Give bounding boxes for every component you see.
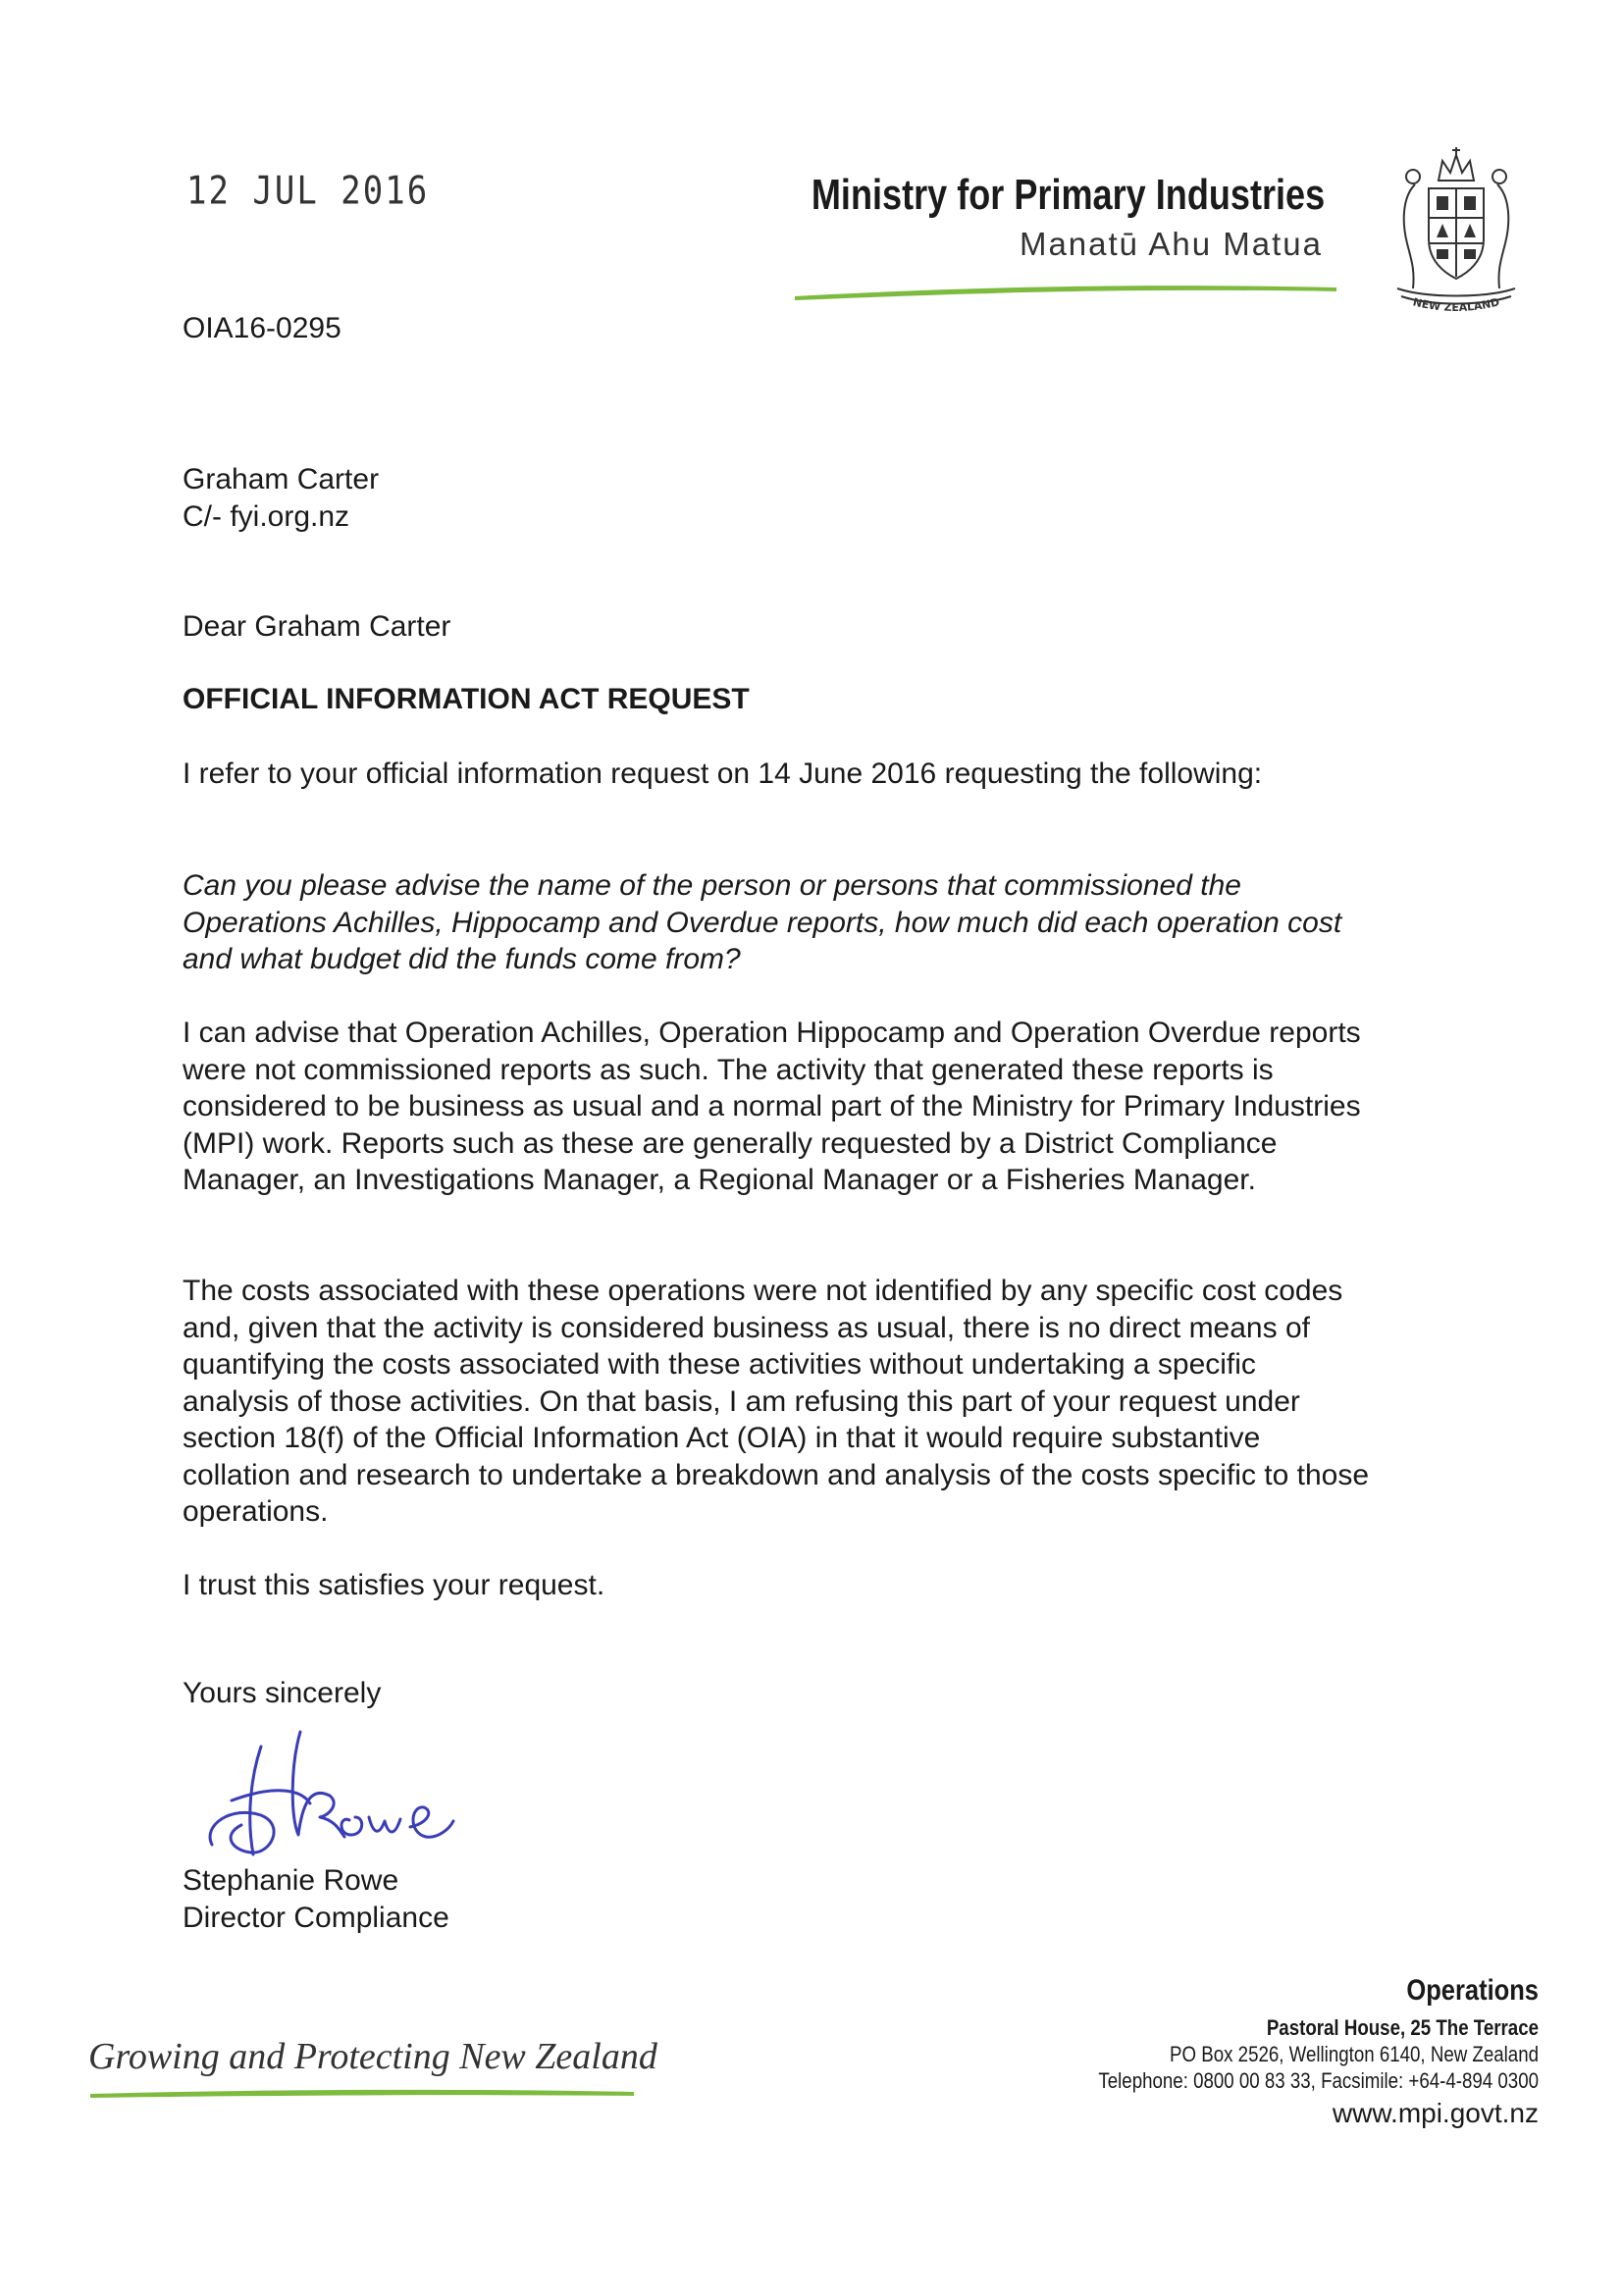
response-paragraph-1: I can advise that Operation Achilles, Operation Hippocamp and Operation Overdue reports were not commissioned reports as such. The activity that generated these reports is considered to be business as usual and a normal part of the Ministry for Primary Industries (MPI) work. Reports such as these are generally requested by a District Compliance Manager, an Investigations Manager, a Regional Manager or a Fisheries Manager.: [183, 1017, 1361, 1196]
footer-division: Operations: [1406, 1974, 1539, 2007]
salutation: Dear Graham Carter: [183, 610, 451, 643]
closing-note: I trust this satisfies your request.: [183, 1569, 605, 1601]
crest-motto: NEW ZEALAND: [1411, 295, 1501, 315]
signatory-block: [183, 1862, 1370, 1936]
received-date-stamp: 12 JUL 2016: [186, 169, 430, 214]
reference-number: OIA16-0295: [183, 312, 341, 344]
recipient-name: Graham Carter: [183, 463, 380, 496]
footer-contact: Telephone: 0800 00 83 33, Facsimile: +64-4-894 0300: [1098, 2068, 1539, 2093]
recipient-care-of: C/- fyi.org.nz: [183, 499, 350, 533]
footer-building: Pastoral House, 25 The Terrace: [1266, 2015, 1539, 2040]
signature: [192, 1727, 506, 1874]
footer-green-rule: [88, 2084, 638, 2104]
intro-paragraph: I refer to your official information request on 14 June 2016 requesting the following:: [183, 757, 1263, 790]
signatory-name: Stephanie Rowe: [183, 1864, 399, 1897]
response-paragraph-2: The costs associated with these operations were not identified by any specific cost codes and, given that the activity is considered business as usual, there is no direct means of quantifying the costs associated with these activities without undertaking a specific analysis of those activities. On that basis, I am refusing this part of your request under section 18(f) of the Official Information Act (OIA) in that it would require substantive collation and research to undertake a breakdown and analysis of the costs specific to those operations.: [183, 1275, 1370, 1528]
subject-heading: OFFICIAL INFORMATION ACT REQUEST: [183, 683, 750, 715]
svg-text:NEW ZEALAND: [1412, 295, 1501, 314]
footer-tagline: Growing and Protecting New Zealand: [88, 2036, 657, 2077]
recipient-address: [183, 461, 1370, 535]
sign-off: Yours sincerely: [183, 1677, 382, 1709]
request-quote: Can you please advise the name of the person or persons that commissioned the Operations Achilles, Hippocamp and Overdue reports, how much did each operation cost and what budget did the funds come from?: [183, 869, 1342, 975]
footer-website-link[interactable]: www.mpi.govt.nz: [1332, 2098, 1539, 2128]
organisation-maori-name: Manatū Ahu Matua: [1019, 226, 1323, 262]
header-green-rule: [791, 279, 1340, 304]
coat-of-arms-icon: [1358, 141, 1554, 318]
signatory-title: Director Compliance: [183, 1901, 449, 1934]
organisation-name: Ministry for Primary Industries: [811, 171, 1325, 219]
footer-postal-address: PO Box 2526, Wellington 6140, New Zealand: [1170, 2042, 1539, 2066]
